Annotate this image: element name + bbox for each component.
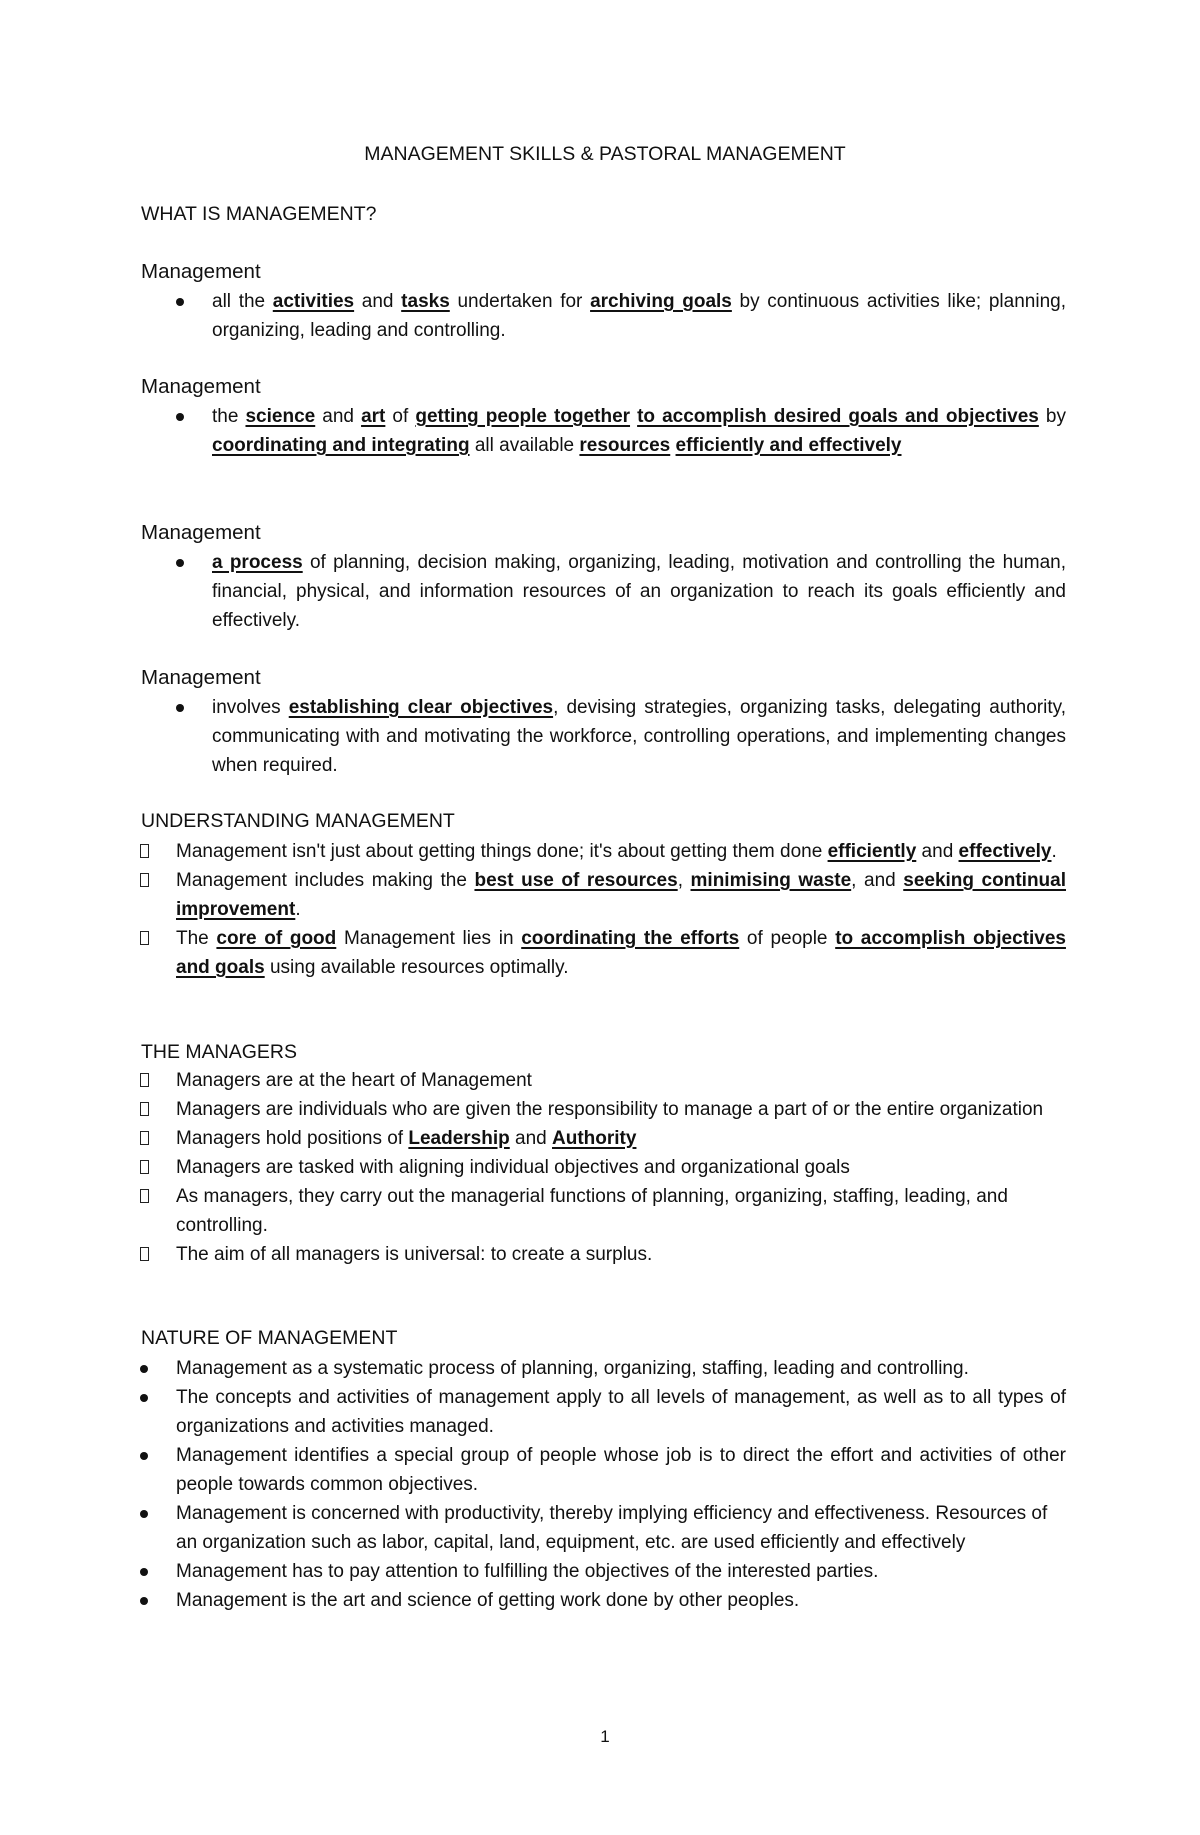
box-bullet-icon — [140, 1247, 149, 1261]
definition-label: Management — [141, 260, 261, 283]
page-number: 1 — [600, 1727, 610, 1746]
document-title: MANAGEMENT SKILLS & PASTORAL MANAGEMENT — [364, 143, 846, 165]
definition-item: all the activities and tasks undertaken for archiving goals by continuous activities like; planning, organizing, leading and controlling. — [212, 287, 1066, 345]
definition-list — [212, 548, 1066, 635]
managers-item: Managers are at the heart of Management — [176, 1066, 1066, 1095]
understanding-item: Management isn't just about getting things done; it's about getting them done efficiently and effectively. — [176, 837, 1066, 866]
nature-item: The concepts and activities of management apply to all levels of management, as well as to all types of organizations and activities managed. — [176, 1383, 1066, 1441]
definition-item: a process of planning, decision making, organizing, leading, motivation and controlling the human, financial, physical, and information resources of an organization to reach its goals efficiently and effectively. — [212, 548, 1066, 635]
understanding-item: Management includes making the best use of resources, minimising waste, and seeking continual improvement. — [176, 866, 1066, 924]
managers-list — [176, 1066, 1066, 1269]
nature-of-management-heading: NATURE OF MANAGEMENT — [141, 1327, 398, 1349]
nature-item: Management identifies a special group of people whose job is to direct the effort and activities of other people towards common objectives. — [176, 1441, 1066, 1499]
definition-label: Management — [141, 521, 261, 544]
the-managers-heading: THE MANAGERS — [141, 1041, 298, 1063]
definition-item: the science and art of getting people together to accomplish desired goals and objectives by coordinating and integrating all available resources efficiently and effectively — [212, 402, 1066, 460]
nature-item: Management as a systematic process of planning, organizing, staffing, leading and controlling. — [176, 1354, 1066, 1383]
understanding-list — [176, 837, 1066, 982]
managers-item: Managers are tasked with aligning individual objectives and organizational goals — [176, 1153, 1066, 1182]
box-bullet-icon — [140, 1102, 149, 1116]
box-bullet-icon — [140, 931, 149, 945]
definition-label: Management — [141, 375, 261, 398]
nature-list — [176, 1354, 1066, 1615]
definition-list — [212, 693, 1066, 780]
definition-label: Management — [141, 666, 261, 689]
nature-item: Management is the art and science of getting work done by other peoples. — [176, 1586, 1066, 1615]
managers-item: Managers hold positions of Leadership and Authority — [176, 1124, 1066, 1153]
what-is-management-heading: WHAT IS MANAGEMENT? — [141, 203, 377, 225]
definition-list — [212, 402, 1066, 460]
box-bullet-icon — [140, 1073, 149, 1087]
nature-item: Management is concerned with productivity, thereby implying efficiency and effectiveness. Resources of an organization such as labor, capital, land, equipment, etc. are used efficiently and effectively — [176, 1499, 1066, 1557]
box-bullet-icon — [140, 1189, 149, 1203]
nature-item: Management has to pay attention to fulfilling the objectives of the interested parties. — [176, 1557, 1066, 1586]
definition-list — [212, 287, 1066, 345]
box-bullet-icon — [140, 1131, 149, 1145]
managers-item: The aim of all managers is universal: to create a surplus. — [176, 1240, 1066, 1269]
managers-item: Managers are individuals who are given the responsibility to manage a part of or the entire organization — [176, 1095, 1066, 1124]
box-bullet-icon — [140, 873, 149, 887]
box-bullet-icon — [140, 1160, 149, 1174]
understanding-item: The core of good Management lies in coordinating the efforts of people to accomplish objectives and goals using available resources optimally. — [176, 924, 1066, 982]
definition-item: involves establishing clear objectives, devising strategies, organizing tasks, delegating authority, communicating with and motivating the workforce, controlling operations, and implementing changes when required. — [212, 693, 1066, 780]
box-bullet-icon — [140, 844, 149, 858]
managers-item: As managers, they carry out the managerial functions of planning, organizing, staffing, leading, and controlling. — [176, 1182, 1066, 1240]
understanding-management-heading: UNDERSTANDING MANAGEMENT — [141, 810, 455, 832]
